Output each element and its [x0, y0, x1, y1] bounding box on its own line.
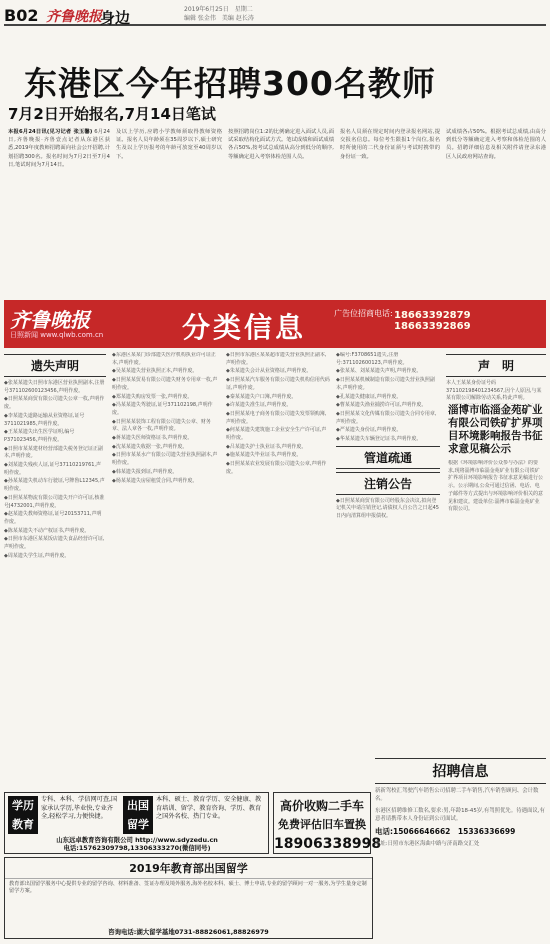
classified-item: ◆杨某某遗失房屋租赁合同,声明作废。	[112, 477, 198, 484]
article-column-1	[8, 128, 110, 298]
education-footer	[8, 836, 266, 852]
banner-phone-2: 18663392869	[394, 321, 471, 332]
classified-item: ◆日照某某装饰工程有限公司遗失公章、财务章、法人章各一枚,声明作废。	[112, 418, 211, 433]
classified-item: ◆日照某某电子商务有限公司遗失发票领购簿,声明作废。	[226, 410, 327, 425]
recruit-address: 地址:日照市东港区海曲中路与济南路交汇处	[375, 841, 480, 848]
classified-item: ◆日照某某物流有限公司遗失开户许可证,核准号J4732001,声明作废。	[4, 494, 105, 509]
classified-item: ◆赵某遗失教师资格证,证号20153711,声明作废。	[4, 511, 102, 525]
classified-item: ◆郑某遗失购房发票一张,声明作废。	[112, 393, 193, 400]
header-meta	[184, 5, 254, 23]
classified-item: ◆何某某遗失建筑施工企业安全生产许可证,声明作废。	[226, 427, 327, 442]
classified-column-3	[226, 352, 330, 782]
classified-item: ◆秦某某遗失户口簿,声明作废。	[226, 393, 297, 400]
banner-hotline-label: 广告位招商电话:	[334, 309, 393, 318]
classified-item: ◆孔某遗失健康证,声明作废。	[336, 393, 402, 400]
article-headline: 东港区今年招聘300名教师	[24, 64, 436, 103]
newspaper-logo: 齐鲁晚报	[46, 9, 102, 25]
statement-heading: 声 明	[446, 354, 546, 377]
article-subheadline: 7月2日开始报名,7月14日笔试	[8, 105, 216, 123]
study-abroad-text: 教育部出国留学服务中心提供专业的留学咨询、材料准备、签证办理及境外服务,海外名校本科、硕士、博士申请,专业的留学顾问一对一服务,为学生量身定制留学方案。	[9, 881, 367, 895]
classified-item: 本人王某某身份证号码371102198401234567,因个人原因,与某某有限公司解除劳动关系,特此声明。	[446, 380, 542, 402]
cancellation-notice-heading: 注销公告	[336, 472, 440, 495]
recruit-heading: 招聘信息	[375, 758, 546, 784]
study-abroad-contact: 咨询电话:湖大留学基地0731-88826061,88826979	[108, 928, 269, 936]
article-column-4: 报名人员须在规定时间内登录报名网站,提交报名信息。每位考生限报1个岗位,报名时所使用的二代身份证须与考试时携带的身份证一致。	[340, 129, 440, 160]
classified-item: ◆施某某遗失毕业证书,声明作废。	[226, 452, 302, 459]
classified-item: ◆日照某某汽车服务有限公司遗失机构信用代码证,声明作废。	[226, 377, 330, 391]
recruit-text: 新新驾校汇驾驶汽车销售公司招聘二手车销售,汽车销售顾问、会计数名。	[375, 788, 539, 803]
classified-list-5	[446, 380, 546, 404]
study-abroad-ad	[4, 857, 373, 939]
used-car-ad	[273, 792, 382, 854]
study-text: 专科、本科、学信网可查,国家承认学历,毕业快,专业齐全,轻松学习,力便快捷。	[41, 796, 118, 820]
recruit-text-2: 东港区招聘维修工数名,要求:男,年龄18-45岁,有驾照优先。待遇面议,有意者请携带本人身份证到公司面试。	[375, 807, 545, 822]
classified-item: ◆孙某某遗失机动车行驶证,号牌鲁L12345,声明作废。	[4, 478, 105, 493]
classified-item: ◆韩某遗失报到证,声明作废。	[112, 468, 178, 475]
classified-item: ◆日照市某某水产有限公司遗失营业执照副本,声明作废。	[112, 452, 218, 467]
classified-item: ◆严某遗失身份证,声明作废。	[336, 427, 402, 434]
section-name: 身边	[100, 9, 131, 27]
banner-phones	[394, 306, 546, 332]
classified-item: ◆吴某某遗失营业执照正本,声明作废。	[112, 368, 198, 375]
classified-list-2	[112, 352, 220, 485]
classified-item: ◆冯某某遗失驾驶证,证号371102198,声明作废。	[112, 402, 213, 416]
classified-column-1	[4, 352, 106, 782]
classified-item: ◆周某遗失学生证,声明作废。	[4, 552, 70, 559]
classified-column-4	[336, 352, 440, 782]
article-column-2: 及以上学历,应聘小学教师须取得教师资格证。报名人员年龄须在35周岁以下,硕士研究生及以上学历报考的年龄可放宽至40周岁以下。	[116, 129, 222, 160]
banner-title: 分类信息	[182, 311, 307, 344]
classified-item: ◆日照某某农业发展有限公司遗失公章,声明作废。	[226, 461, 327, 475]
classified-item: ◆蒋某遗失医师资格证书,声明作废。	[112, 435, 193, 442]
study-abroad-title: 2019年教育部出国留学	[5, 858, 372, 879]
education-company: 山东远卓教育咨询有限公司 http://www.sdyzedu.cn	[56, 836, 218, 844]
classified-item: ◆许某遗失准生证,声明作废。	[226, 402, 292, 409]
classified-list-3	[226, 352, 330, 477]
used-car-title: 高价收购二手车	[279, 799, 364, 813]
classified-list-4	[336, 352, 440, 444]
education-phone: 电话:15762309798,13306333270(微信同号)	[63, 844, 211, 852]
classified-item: ◆沈某某遗失收据一张,声明作废。	[112, 443, 188, 450]
classified-item: ◆日照某某贸易有限公司遗失财务专用章一枚,声明作废。	[112, 377, 218, 391]
abroad-badge: 出国留学	[123, 796, 153, 834]
education-ad	[4, 792, 269, 854]
classified-item: ◆曹某某遗失渔业捕捞许可证,声明作废。	[336, 402, 427, 409]
article-lead: 本报6月24日讯(见习记者 张玉馨)	[8, 129, 93, 135]
classified-item: ◆王某某遗失出生医学证明,编号P371023456,声明作废。	[4, 429, 75, 443]
classified-list-1	[4, 380, 106, 560]
classified-banner	[4, 300, 546, 348]
article-column-5: 试成绩各占50%。根据考试总成绩,由高分到低分等额确定进入考察和体检范围的人员。招聘详细信息及相关附件请登录东港区人民政府网站查询。	[446, 129, 546, 160]
classified-item: ◆吕某遗失护士执业证书,声明作废。	[226, 443, 307, 450]
zibo-notice-title: 淄博市临淄金苑矿业有限公司铁矿扩界项目环境影响报告书征求意见稿公示	[448, 404, 543, 455]
classified-column-5	[446, 352, 546, 404]
recruit-ad	[375, 758, 546, 938]
header-date: 2019年6月25日 星期二	[184, 6, 253, 13]
used-car-subtitle: 免费评估旧车置换	[278, 818, 366, 831]
classified-item: ◆朱某遗失会计从业资格证,声明作废。	[226, 368, 312, 375]
pipe-dredging-heading: 管道疏通	[336, 446, 440, 469]
classified-item: ◆李某遗失道路运输从业资格证,证号3711021985,声明作废。	[4, 412, 85, 427]
classified-item: ◆陈某某遗失不动产权证书,声明作废。	[4, 527, 90, 534]
banner-phone-1: 18663392879	[394, 310, 471, 321]
classified-item: ◆东港区某某门诊部遗失医疗机构执业许可证正本,声明作废。	[112, 352, 216, 366]
classified-column-2	[112, 352, 220, 782]
zibo-notice-text: 根据《环境影响评价公众参与办法》的要求,现将淄博市临淄金苑矿业有限公司铁矿扩界项目环境影响报告书征求意见稿进行公示。公示期间,公众可通过信函、电话、电子邮件等方式提出与环境影响评价相关的意见和建议。建设单位:淄博市临淄金苑矿业有限公司。	[448, 460, 544, 513]
classified-item: ◆日照某某商贸有限公司遗失公章一枚,声明作废。	[4, 396, 105, 411]
header-editors: 编辑 张金伟 美编 赵长涛	[184, 15, 254, 22]
abroad-text: 本科、硕士、教育学历、安全健康、教育培训、留学、教育咨询、学历、教育之国外名校、热门专业。	[156, 796, 262, 820]
classified-item: ◆日照市东港区某某饭店遗失食品经营许可证,声明作废。	[4, 536, 105, 551]
classified-item: ◆日照市某某建材经营部遗失税务登记证正副本,声明作废。	[4, 445, 103, 460]
classified-item: ◆华某某遗失车辆登记证书,声明作废。	[336, 436, 422, 443]
lost-notice-heading: 遗失声明	[4, 354, 106, 377]
classified-item: ◆刘某遗失残疾人证,证号37110219761,声明作废。	[4, 462, 102, 476]
banner-slogan: 日照新闻 www.qlwb.com.cn	[10, 331, 104, 339]
classified-item: ◆日照某某商贸有限公司经股东会决议,拟向登记机关申请注销登记,请债权人自公告之日起45日内向清算组申报债权。	[336, 497, 439, 520]
banner-logo: 齐鲁晚报	[10, 308, 90, 332]
used-car-phone: 18906338998	[274, 836, 382, 852]
article-column-3: 按照招聘岗位1:2的比例确定进入面试人员,面试采取结构化面试方式。笔试成绩和面试成绩各占50%,按考试总成绩从高分到低分的顺序,等额确定进入考察体检范围人员。	[228, 129, 334, 160]
classified-item: ◆张某某、刘某某遗失声明,声明作废。	[336, 368, 422, 375]
classified-item: ◆日照某某机械制造有限公司遗失营业执照副本,声明作废。	[336, 377, 435, 391]
page-number: B02	[4, 6, 39, 25]
recruit-phone: 电话:15066646662 15336336699	[375, 827, 516, 837]
classified-item: ◆日照某某文化传媒有限公司遗失合同专用章,声明作废。	[336, 410, 437, 425]
article-column-1-text: 6月24日,齐鲁晚报·齐鲁壹点记者从东港区获悉,2019年度教师招聘面向社会公开招聘,计划招聘300名。报名时间为7月2日至7月4日,笔试时间为7月14日。	[8, 129, 110, 168]
page-header	[4, 4, 546, 26]
study-badge: 学历教育	[8, 796, 38, 834]
classified-item: ◆张某某遗失日照市东港区营业执照副本,注册号371102600123456,声明作废。	[4, 380, 105, 394]
classified-item: ◆日照市东港区某某超市遗失营业执照正副本,声明作废。	[226, 352, 327, 366]
classified-item: ◆编号:F3708651遗失,注册号:371102600123,声明作废。	[336, 352, 408, 366]
classified-list-4-tail	[336, 498, 440, 521]
